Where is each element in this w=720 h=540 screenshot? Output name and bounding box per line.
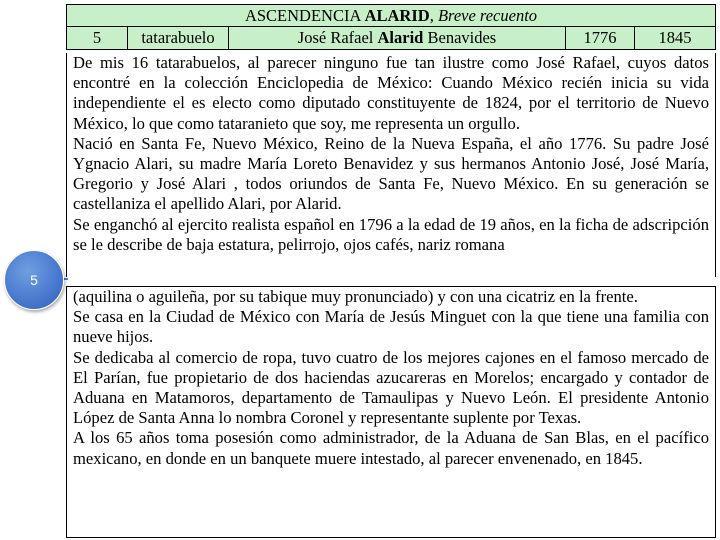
title-row	[67, 5, 716, 27]
name-surname: Alarid	[377, 28, 424, 47]
relation-cell: tatarabuelo	[128, 27, 229, 50]
header-table	[66, 4, 716, 50]
generation-badge[interactable]: 5	[4, 250, 64, 310]
title-suffix: , Breve recuento	[429, 5, 538, 25]
paragraph-death: A los 65 años toma posesión como administrador, de la Aduana de San Blas, en el pacífico mexicano, en donde en un banquete muere intestado, al parecer envenenado, en 1845.	[73, 428, 709, 468]
paragraph-commerce: Se dedicaba al comercio de ropa, tuvo cuatro de los mejores cajones en el famoso mercado de El Parían, fue propietario de dos haciendas azucareras en Morelos; encargado y contador de Aduana en Matamoros, departamento de Tamaulipas y Nuevo León. El presidente Antonio López de Santa Anna lo nombra Coronel y representante suplente por Texas.	[73, 347, 709, 428]
generation-cell: 5	[67, 27, 128, 50]
document-title	[67, 5, 716, 27]
paragraph-intro: De mis 16 tatarabuelos, al parecer ninguno fue tan ilustre como José Rafael, cuyos datos encontré en la colección Enciclopedia de México: Cuando México recién inicia su vida independiente el es electo como diputado constituyente de 1824, por el territorio de Nuevo México, lo que como tataranieto que soy, me representa un orgullo.	[73, 53, 709, 133]
birth-year-cell: 1776	[566, 27, 635, 50]
title-surname: ALARID	[364, 5, 430, 25]
paragraph-army: Se enganchó al ejercito realista español en 1796 a la edad de 19 años, en la ficha de adscripción se le describe de baja estatura, pelirrojo, ojos cafés, nariz romana	[73, 214, 709, 254]
title-prefix: ASCENDENCIA	[244, 5, 365, 25]
ancestor-name-cell	[229, 27, 566, 50]
paragraph-birth: Nació en Santa Fe, Nuevo México, Reino de la Nueva España, el año 1776. Su padre José Ygnacio Alari, su madre María Loreto Benavidez y sus hermanos Antonio José, José María, Gregorio y José Alari , todos oriundos de Santa Fe, Nuevo México. En su generación se castellaniza el apellido Alari, por Alarid.	[73, 133, 709, 214]
paragraph-marriage: Se casa en la Ciudad de México con María de Jesús Minguet con la que tiene una familia con nueve hijos.	[73, 307, 709, 347]
biography-bottom-panel	[66, 286, 716, 538]
death-year-cell: 1845	[635, 27, 716, 50]
ancestor-info-row	[67, 27, 716, 50]
name-first: José Rafael	[297, 28, 378, 47]
paragraph-description: (aquilina o aguileña, por su tabique muy pronunciado) y con una cicatriz en la frente.	[73, 287, 638, 306]
name-last: Benavides	[423, 28, 497, 47]
biography-top-panel	[66, 53, 716, 277]
